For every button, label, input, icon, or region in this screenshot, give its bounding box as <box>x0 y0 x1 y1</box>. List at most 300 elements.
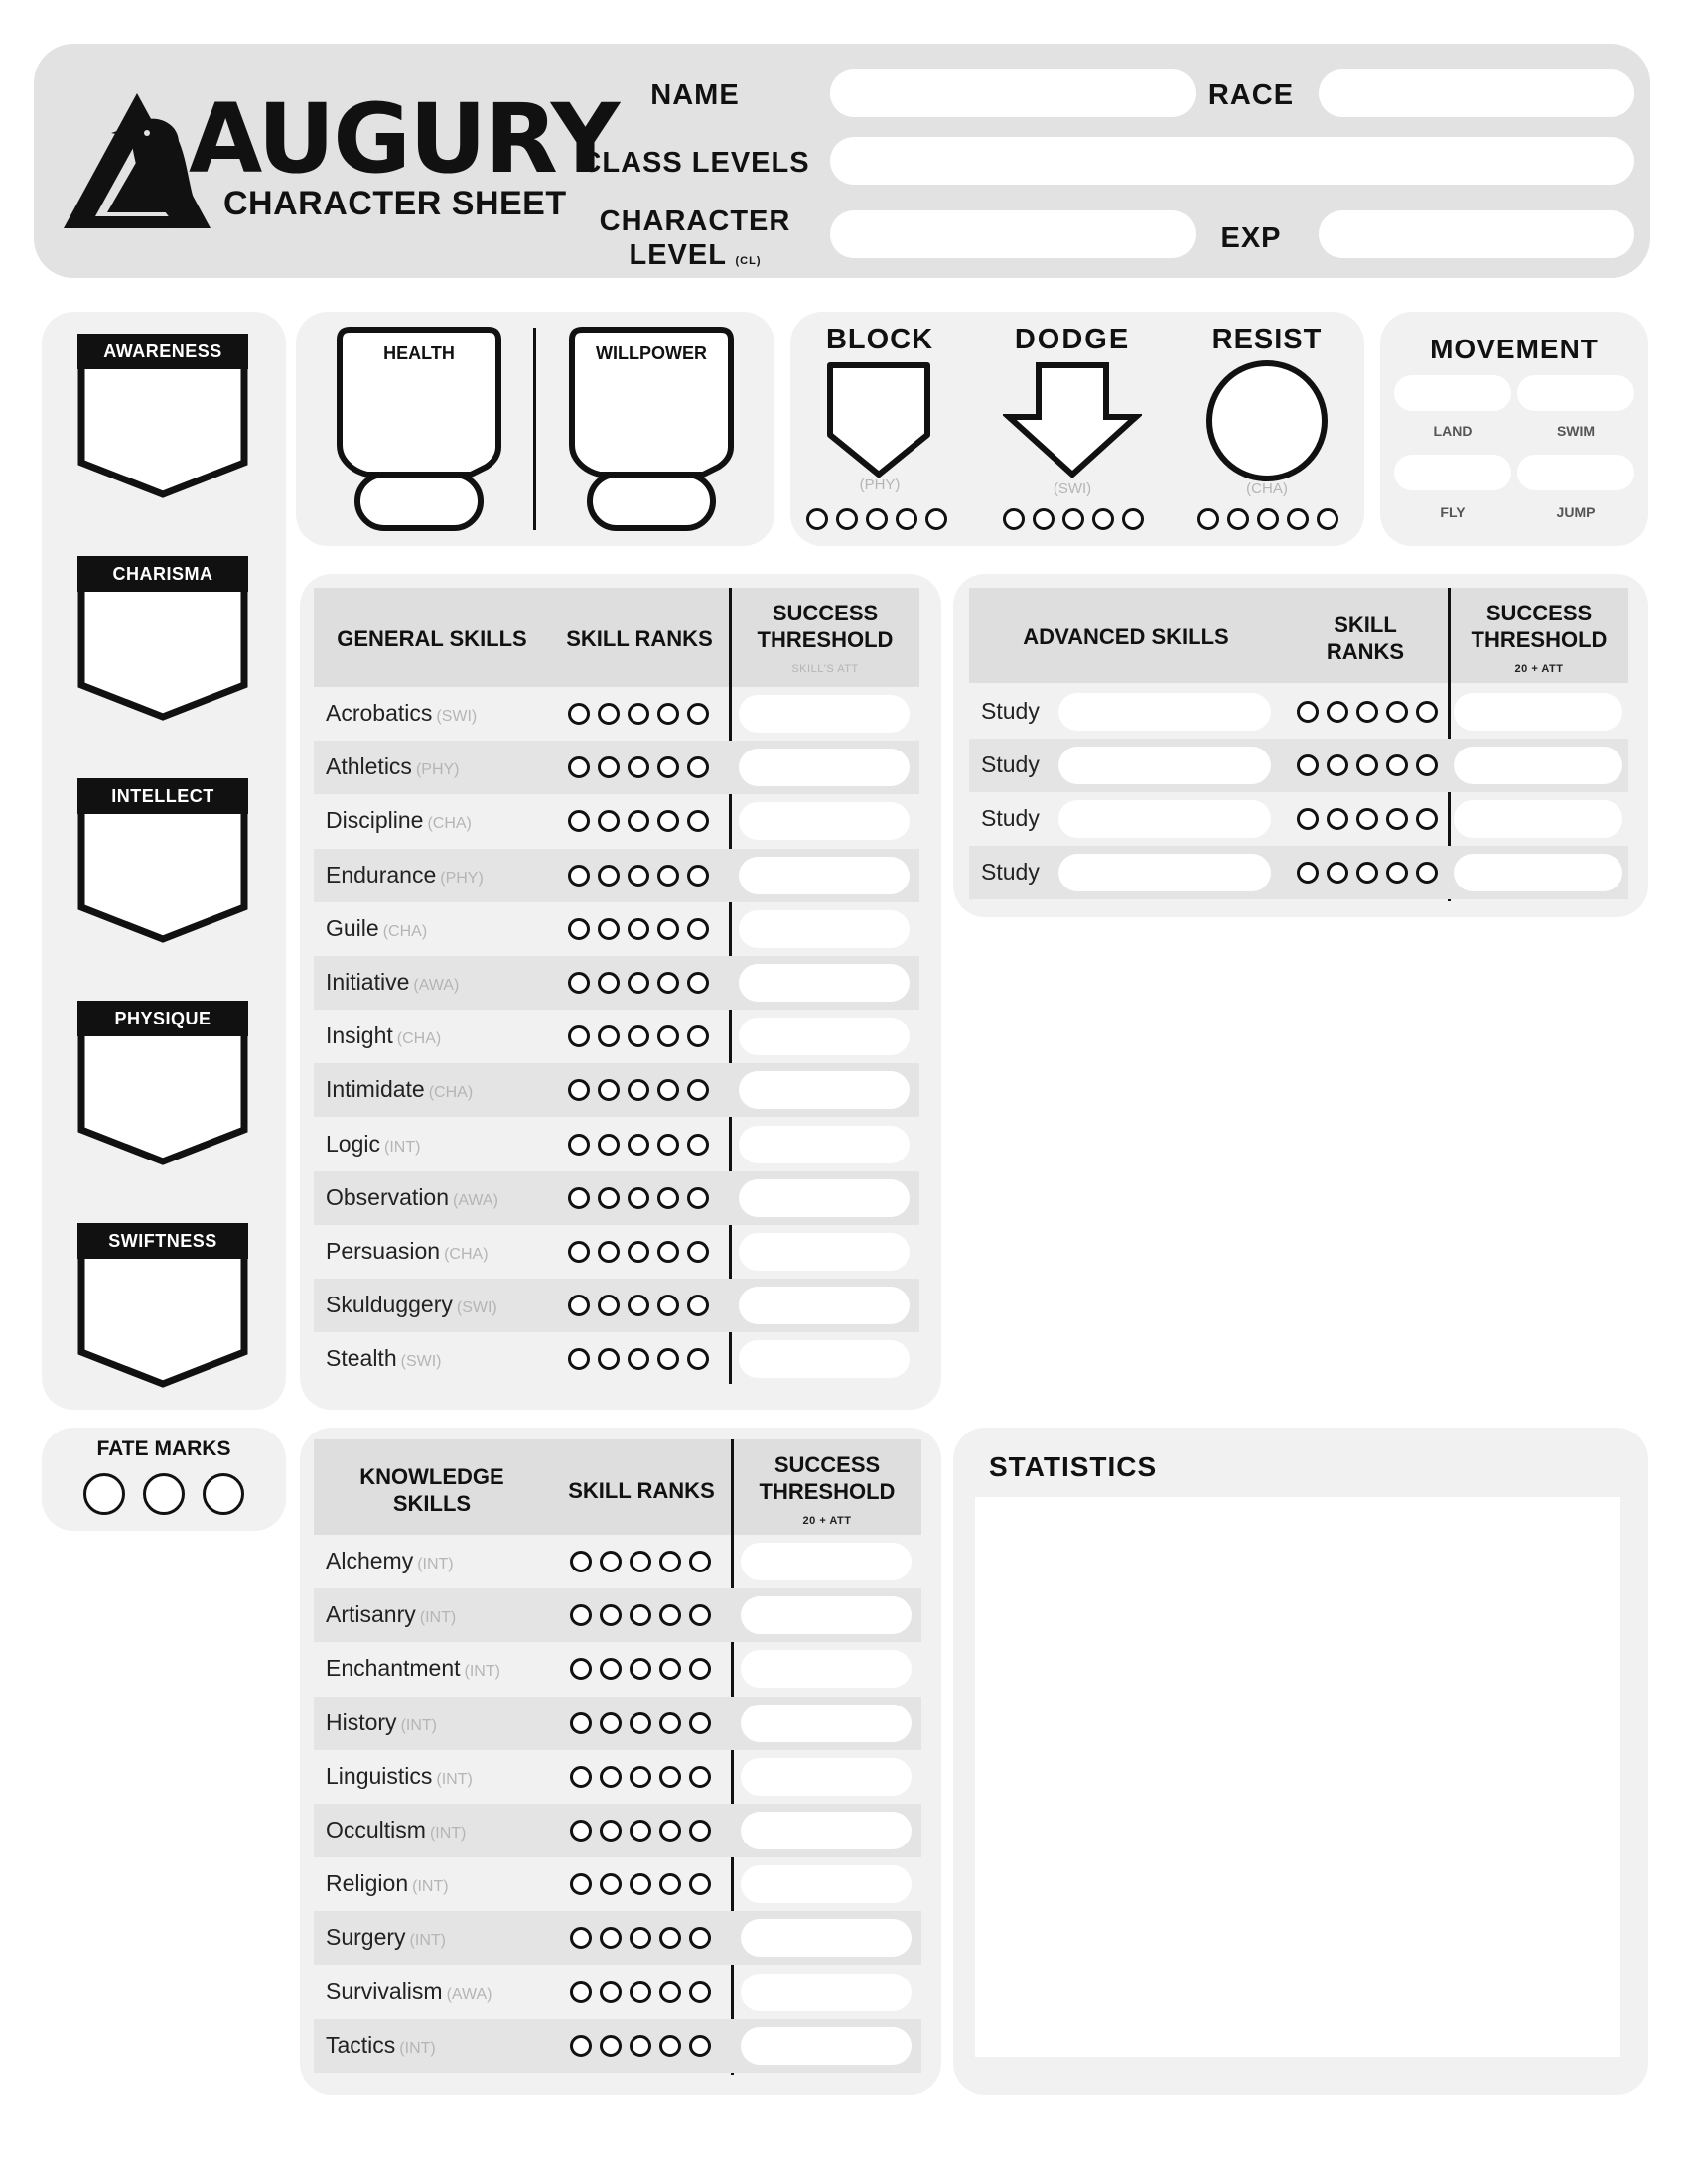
rank-circle-icon[interactable] <box>630 1873 651 1895</box>
skill-ranks <box>570 1820 711 1842</box>
rank-circle-icon[interactable] <box>689 1873 711 1895</box>
swim-label: SWIM <box>1556 423 1596 439</box>
rank-circle-icon[interactable] <box>570 1604 592 1626</box>
skill-ranks <box>1297 862 1438 884</box>
rank-circle-icon[interactable] <box>1356 808 1378 830</box>
skill-row <box>969 846 1628 899</box>
rank-circle-icon[interactable] <box>659 1981 681 2003</box>
rank-circle-icon[interactable] <box>568 703 590 725</box>
rank-circle-icon[interactable] <box>1327 862 1348 884</box>
rank-circle-icon[interactable] <box>1092 508 1114 530</box>
skill-row <box>314 794 919 848</box>
success-threshold-field[interactable] <box>739 749 910 786</box>
success-threshold-field[interactable] <box>1454 800 1622 838</box>
rank-circle-icon[interactable] <box>657 1348 679 1370</box>
success-threshold-field[interactable] <box>741 1650 912 1688</box>
rank-circle-icon[interactable] <box>689 1820 711 1842</box>
skill-att: (CHA) <box>382 922 428 940</box>
rank-circle-icon[interactable] <box>1297 701 1319 723</box>
skill-row <box>314 1642 921 1696</box>
rank-circle-icon[interactable] <box>568 1241 590 1263</box>
rank-circle-icon[interactable] <box>628 756 649 778</box>
attribute-label: INTELLECT <box>77 778 248 814</box>
rank-circle-icon[interactable] <box>687 865 709 887</box>
rank-circle-icon[interactable] <box>687 810 709 832</box>
rank-circle-icon[interactable] <box>630 1604 651 1626</box>
rank-circle-icon[interactable] <box>570 1820 592 1842</box>
rank-circle-icon[interactable] <box>630 1551 651 1572</box>
rank-circle-icon[interactable] <box>598 756 620 778</box>
rank-circle-icon[interactable] <box>628 810 649 832</box>
rank-circle-icon[interactable] <box>659 1712 681 1734</box>
rank-circle-icon[interactable] <box>630 2035 651 2057</box>
general-threshold-col-title <box>731 600 919 653</box>
rank-circle-icon[interactable] <box>568 810 590 832</box>
rank-circle-icon[interactable] <box>806 508 828 530</box>
rank-circle-icon[interactable] <box>689 2035 711 2057</box>
skill-att: (INT) <box>400 1716 437 1734</box>
success-threshold-field[interactable] <box>739 1126 910 1163</box>
dodge-ranks <box>1003 508 1144 530</box>
skill-name-text: Tactics <box>326 2031 396 2058</box>
rank-circle-icon[interactable] <box>570 1658 592 1680</box>
rank-circle-icon[interactable] <box>600 1927 622 1949</box>
rank-circle-icon[interactable] <box>657 810 679 832</box>
exp-field[interactable] <box>1319 210 1634 258</box>
skill-ranks <box>568 972 709 994</box>
rank-circle-icon[interactable] <box>568 1079 590 1101</box>
rank-circle-icon[interactable] <box>1033 508 1055 530</box>
skill-name-text: Acrobatics <box>326 700 433 726</box>
rank-circle-icon[interactable] <box>628 865 649 887</box>
skill-row <box>314 2019 921 2073</box>
rank-circle-icon[interactable] <box>659 1766 681 1788</box>
rank-circle-icon[interactable] <box>568 756 590 778</box>
rank-circle-icon[interactable] <box>687 1295 709 1316</box>
skill-ranks <box>568 810 709 832</box>
rank-circle-icon[interactable] <box>836 508 858 530</box>
rank-circle-icon[interactable] <box>628 1187 649 1209</box>
swim-field[interactable] <box>1517 375 1634 411</box>
rank-circle-icon[interactable] <box>657 756 679 778</box>
advanced-ranks-line2: RANKS <box>1326 639 1405 664</box>
rank-circle-icon[interactable] <box>1356 701 1378 723</box>
success-threshold-field[interactable] <box>741 1919 912 1957</box>
rank-circle-icon[interactable] <box>1297 862 1319 884</box>
rank-circle-icon[interactable] <box>689 1551 711 1572</box>
skill-row <box>314 1911 921 1965</box>
success-threshold-field[interactable] <box>741 1596 912 1634</box>
rank-circle-icon[interactable] <box>1287 508 1309 530</box>
attribute-physique[interactable] <box>77 1001 248 1167</box>
rank-circle-icon[interactable] <box>570 1766 592 1788</box>
rank-circle-icon[interactable] <box>598 1079 620 1101</box>
rank-circle-icon[interactable] <box>657 1187 679 1209</box>
character-level-field[interactable] <box>830 210 1196 258</box>
rank-circle-icon[interactable] <box>600 1873 622 1895</box>
rank-circle-icon[interactable] <box>568 972 590 994</box>
rank-circle-icon[interactable] <box>203 1473 244 1515</box>
skill-att: (AWA) <box>446 1985 492 2003</box>
rank-circle-icon[interactable] <box>1356 754 1378 776</box>
rank-circle-icon[interactable] <box>689 1927 711 1949</box>
rank-circle-icon[interactable] <box>657 972 679 994</box>
general-threshold-sub: SKILL'S ATT <box>791 663 859 675</box>
rank-circle-icon[interactable] <box>1327 808 1348 830</box>
skill-name <box>326 915 427 942</box>
rank-circle-icon[interactable] <box>570 1981 592 2003</box>
rank-circle-icon[interactable] <box>1416 862 1438 884</box>
jump-label: JUMP <box>1556 504 1596 520</box>
success-threshold-field[interactable] <box>741 1974 912 2011</box>
success-threshold-field[interactable] <box>741 1705 912 1742</box>
skill-name <box>326 1655 500 1682</box>
rank-circle-icon[interactable] <box>570 1927 592 1949</box>
success-threshold-field[interactable] <box>739 1018 910 1055</box>
rank-circle-icon[interactable] <box>1386 754 1408 776</box>
success-threshold-field[interactable] <box>739 857 910 894</box>
skill-name-text: Enchantment <box>326 1655 461 1682</box>
jump-field[interactable] <box>1517 455 1634 490</box>
rank-circle-icon[interactable] <box>866 508 888 530</box>
rank-circle-icon[interactable] <box>630 1820 651 1842</box>
rank-circle-icon[interactable] <box>657 1295 679 1316</box>
rank-circle-icon[interactable] <box>630 1766 651 1788</box>
success-threshold-field[interactable] <box>739 802 910 840</box>
rank-circle-icon[interactable] <box>628 1241 649 1263</box>
rank-circle-icon[interactable] <box>1197 508 1219 530</box>
skill-name-text: Endurance <box>326 861 437 887</box>
rank-circle-icon[interactable] <box>598 865 620 887</box>
skill-row <box>314 1118 919 1171</box>
rank-circle-icon[interactable] <box>1416 701 1438 723</box>
rank-circle-icon[interactable] <box>630 1712 651 1734</box>
rank-circle-icon[interactable] <box>628 1079 649 1101</box>
rank-circle-icon[interactable] <box>570 1551 592 1572</box>
attribute-swiftness[interactable] <box>77 1223 248 1390</box>
skill-row <box>314 849 919 902</box>
rank-circle-icon[interactable] <box>687 1025 709 1047</box>
rank-circle-icon[interactable] <box>628 1348 649 1370</box>
rank-circle-icon[interactable] <box>1386 808 1408 830</box>
rank-circle-icon[interactable] <box>143 1473 185 1515</box>
rank-circle-icon[interactable] <box>598 1134 620 1156</box>
skill-att: (SWI) <box>400 1353 442 1371</box>
skill-att: (CHA) <box>427 815 472 833</box>
rank-circle-icon[interactable] <box>570 1873 592 1895</box>
rank-circle-icon[interactable] <box>598 1295 620 1316</box>
success-threshold-field[interactable] <box>739 1340 910 1378</box>
rank-circle-icon[interactable] <box>657 918 679 940</box>
success-threshold-field[interactable] <box>739 1287 910 1324</box>
skill-name-text: Alchemy <box>326 1548 414 1573</box>
rank-circle-icon[interactable] <box>925 508 947 530</box>
rank-circle-icon[interactable] <box>598 810 620 832</box>
success-threshold-field[interactable] <box>739 910 910 948</box>
block-att: (PHY) <box>859 477 901 493</box>
rank-circle-icon[interactable] <box>568 1134 590 1156</box>
skill-name-text: Study <box>981 698 1040 724</box>
rank-circle-icon[interactable] <box>657 1025 679 1047</box>
skill-name-text: Linguistics <box>326 1762 433 1789</box>
skill-name-text: Stealth <box>326 1345 397 1372</box>
advanced-ranks-col-title <box>1281 612 1450 665</box>
rank-circle-icon[interactable] <box>659 1873 681 1895</box>
rank-circle-icon[interactable] <box>628 1295 649 1316</box>
fly-field[interactable] <box>1394 455 1511 490</box>
skill-name <box>326 700 477 727</box>
statistics-area[interactable] <box>975 1497 1620 2057</box>
rank-circle-icon[interactable] <box>568 1025 590 1047</box>
skill-name-text: Religion <box>326 1870 409 1897</box>
skill-name-text: Occultism <box>326 1817 426 1843</box>
rank-circle-icon[interactable] <box>568 918 590 940</box>
skill-att: (CHA) <box>396 1030 442 1048</box>
name-field[interactable] <box>830 69 1196 117</box>
rank-circle-icon[interactable] <box>598 703 620 725</box>
skill-name <box>326 1548 454 1574</box>
fate-marks-label: FATE MARKS <box>96 1437 231 1460</box>
rank-circle-icon[interactable] <box>687 918 709 940</box>
attribute-intellect[interactable] <box>77 778 248 945</box>
rank-circle-icon[interactable] <box>659 1927 681 1949</box>
rank-circle-icon[interactable] <box>598 1187 620 1209</box>
rank-circle-icon[interactable] <box>568 865 590 887</box>
rank-circle-icon[interactable] <box>689 1766 711 1788</box>
success-threshold-field[interactable] <box>739 1179 910 1217</box>
rank-circle-icon[interactable] <box>598 1025 620 1047</box>
skill-name <box>326 1979 492 2005</box>
success-threshold-field[interactable] <box>1454 854 1622 891</box>
skill-ranks <box>570 1712 711 1734</box>
knowledge-ranks-col-title: SKILL RANKS <box>568 1478 715 1503</box>
logo-title: AUGURY <box>189 83 619 195</box>
success-threshold-field[interactable] <box>1454 747 1622 784</box>
success-threshold-field[interactable] <box>739 1071 910 1109</box>
rank-circle-icon[interactable] <box>598 972 620 994</box>
rank-circle-icon[interactable] <box>600 1658 622 1680</box>
skill-ranks <box>570 1658 711 1680</box>
skill-name <box>326 1763 473 1790</box>
rank-circle-icon[interactable] <box>659 2035 681 2057</box>
rank-circle-icon[interactable] <box>630 1658 651 1680</box>
race-label: RACE <box>1207 79 1295 111</box>
skill-name <box>326 1292 497 1318</box>
skill-name-text: Insight <box>326 1023 393 1049</box>
dodge-label: DODGE <box>1014 324 1131 355</box>
rank-circle-icon[interactable] <box>687 1079 709 1101</box>
rank-circle-icon[interactable] <box>628 703 649 725</box>
resist-circle-icon[interactable] <box>1205 359 1329 482</box>
skill-row <box>314 687 919 741</box>
rank-circle-icon[interactable] <box>896 508 917 530</box>
block-shield-icon[interactable] <box>826 361 931 478</box>
skill-name <box>326 1870 449 1897</box>
skill-row <box>314 956 919 1010</box>
knowledge-threshold-col-title <box>733 1451 921 1505</box>
rank-circle-icon[interactable] <box>600 1766 622 1788</box>
success-threshold-field[interactable] <box>1454 693 1622 731</box>
rank-circle-icon[interactable] <box>1122 508 1144 530</box>
advanced-skills-col-title: ADVANCED SKILLS <box>1023 624 1229 649</box>
skill-name <box>326 1345 441 1372</box>
rank-circle-icon[interactable] <box>83 1473 125 1515</box>
rank-circle-icon[interactable] <box>687 1241 709 1263</box>
rank-circle-icon[interactable] <box>568 1348 590 1370</box>
rank-circle-icon[interactable] <box>657 865 679 887</box>
rank-circle-icon[interactable] <box>1386 862 1408 884</box>
rank-circle-icon[interactable] <box>687 1187 709 1209</box>
skill-name <box>326 1601 456 1628</box>
rank-circle-icon[interactable] <box>1297 808 1319 830</box>
rank-circle-icon[interactable] <box>689 1658 711 1680</box>
skill-ranks <box>570 1551 711 1572</box>
rank-circle-icon[interactable] <box>657 1079 679 1101</box>
skill-att: (INT) <box>417 1556 454 1572</box>
advanced-threshold-line2: THRESHOLD <box>1471 627 1608 652</box>
skill-ranks <box>568 1295 709 1316</box>
rank-circle-icon[interactable] <box>1416 754 1438 776</box>
skill-ranks <box>1297 701 1438 723</box>
rank-circle-icon[interactable] <box>600 1551 622 1572</box>
rank-circle-icon[interactable] <box>600 1981 622 2003</box>
rank-circle-icon[interactable] <box>657 703 679 725</box>
skill-att: (SWI) <box>456 1299 497 1317</box>
skill-row <box>314 902 919 956</box>
attribute-label: AWARENESS <box>77 334 248 369</box>
rank-circle-icon[interactable] <box>600 1604 622 1626</box>
skill-ranks <box>568 1241 709 1263</box>
study-subject-field[interactable] <box>1058 747 1271 784</box>
rank-circle-icon[interactable] <box>600 1820 622 1842</box>
rank-circle-icon[interactable] <box>659 1604 681 1626</box>
success-threshold-field[interactable] <box>741 1543 912 1580</box>
success-threshold-field[interactable] <box>741 2027 912 2065</box>
skill-row <box>314 741 919 794</box>
rank-circle-icon[interactable] <box>630 1927 651 1949</box>
study-subject-field[interactable] <box>1058 800 1271 838</box>
race-field[interactable] <box>1319 69 1634 117</box>
skill-ranks <box>568 1134 709 1156</box>
rank-circle-icon[interactable] <box>687 1348 709 1370</box>
resist-ranks <box>1197 508 1338 530</box>
study-subject-field[interactable] <box>1058 693 1271 731</box>
rank-circle-icon[interactable] <box>598 1241 620 1263</box>
rank-circle-icon[interactable] <box>657 1134 679 1156</box>
knowledge-skills-line1: KNOWLEDGE <box>359 1464 504 1489</box>
rank-circle-icon[interactable] <box>657 1241 679 1263</box>
rank-circle-icon[interactable] <box>570 1712 592 1734</box>
class-levels-field[interactable] <box>830 137 1634 185</box>
rank-circle-icon[interactable] <box>1386 701 1408 723</box>
rank-circle-icon[interactable] <box>570 2035 592 2057</box>
skill-row <box>314 1535 921 1588</box>
rank-circle-icon[interactable] <box>600 2035 622 2057</box>
general-ranks-col-title: SKILL RANKS <box>566 626 713 651</box>
rank-circle-icon[interactable] <box>659 1551 681 1572</box>
rank-circle-icon[interactable] <box>568 1295 590 1316</box>
attribute-charisma[interactable] <box>77 556 248 723</box>
rank-circle-icon[interactable] <box>1327 701 1348 723</box>
rank-circle-icon[interactable] <box>687 756 709 778</box>
rank-circle-icon[interactable] <box>689 1981 711 2003</box>
dodge-arrow-icon[interactable] <box>1003 361 1142 478</box>
rank-circle-icon[interactable] <box>1062 508 1084 530</box>
rank-circle-icon[interactable] <box>628 918 649 940</box>
skill-name-text: Intimidate <box>326 1076 425 1103</box>
success-threshold-field[interactable] <box>739 1233 910 1271</box>
rank-circle-icon[interactable] <box>568 1187 590 1209</box>
rank-circle-icon[interactable] <box>598 918 620 940</box>
rank-circle-icon[interactable] <box>659 1658 681 1680</box>
rank-circle-icon[interactable] <box>687 1134 709 1156</box>
skill-att: (AWA) <box>453 1191 498 1209</box>
rank-circle-icon[interactable] <box>687 703 709 725</box>
rank-circle-icon[interactable] <box>630 1981 651 2003</box>
skill-name-text: Guile <box>326 914 379 941</box>
rank-circle-icon[interactable] <box>628 1134 649 1156</box>
rank-circle-icon[interactable] <box>689 1712 711 1734</box>
success-threshold-field[interactable] <box>739 964 910 1002</box>
skill-ranks <box>570 1981 711 2003</box>
rank-circle-icon[interactable] <box>1003 508 1025 530</box>
land-label: LAND <box>1433 423 1473 439</box>
rank-circle-icon[interactable] <box>1327 754 1348 776</box>
skill-name-text: History <box>326 1708 397 1735</box>
rank-circle-icon[interactable] <box>600 1712 622 1734</box>
attribute-label: SWIFTNESS <box>77 1223 248 1259</box>
rank-circle-icon[interactable] <box>659 1820 681 1842</box>
skill-att: (INT) <box>464 1663 500 1681</box>
skill-name-text: Survivalism <box>326 1978 443 2004</box>
study-subject-field[interactable] <box>1058 854 1271 891</box>
knowledge-threshold-sub: 20 + ATT <box>802 1515 852 1527</box>
rank-circle-icon[interactable] <box>628 972 649 994</box>
land-field[interactable] <box>1394 375 1511 411</box>
rank-circle-icon[interactable] <box>628 1025 649 1047</box>
success-threshold-field[interactable] <box>741 1812 912 1849</box>
rank-circle-icon[interactable] <box>689 1604 711 1626</box>
success-threshold-field[interactable] <box>741 1758 912 1796</box>
advanced-threshold-col-title <box>1450 600 1628 653</box>
skill-row <box>314 1010 919 1063</box>
skill-ranks <box>570 1604 711 1626</box>
skill-ranks <box>568 703 709 725</box>
skill-name-text: Study <box>981 859 1040 885</box>
rank-circle-icon[interactable] <box>1227 508 1249 530</box>
skill-name <box>326 1131 420 1158</box>
rank-circle-icon[interactable] <box>1257 508 1279 530</box>
skill-row <box>314 1332 919 1386</box>
resist-att: (CHA) <box>1246 480 1288 497</box>
character-level-label-line2 <box>576 238 814 278</box>
rank-circle-icon[interactable] <box>598 1348 620 1370</box>
rank-circle-icon[interactable] <box>1317 508 1338 530</box>
rank-circle-icon[interactable] <box>1356 862 1378 884</box>
success-threshold-field[interactable] <box>741 1865 912 1903</box>
attribute-awareness[interactable] <box>77 334 248 500</box>
skill-att: (CHA) <box>444 1246 489 1263</box>
rank-circle-icon[interactable] <box>1297 754 1319 776</box>
rank-circle-icon[interactable] <box>1416 808 1438 830</box>
success-threshold-field[interactable] <box>739 695 910 733</box>
general-threshold-line2: THRESHOLD <box>757 627 894 652</box>
skill-name <box>326 1238 489 1265</box>
skill-row <box>314 1966 921 2019</box>
rank-circle-icon[interactable] <box>687 972 709 994</box>
skill-row <box>314 1279 919 1332</box>
skill-row <box>969 792 1628 846</box>
